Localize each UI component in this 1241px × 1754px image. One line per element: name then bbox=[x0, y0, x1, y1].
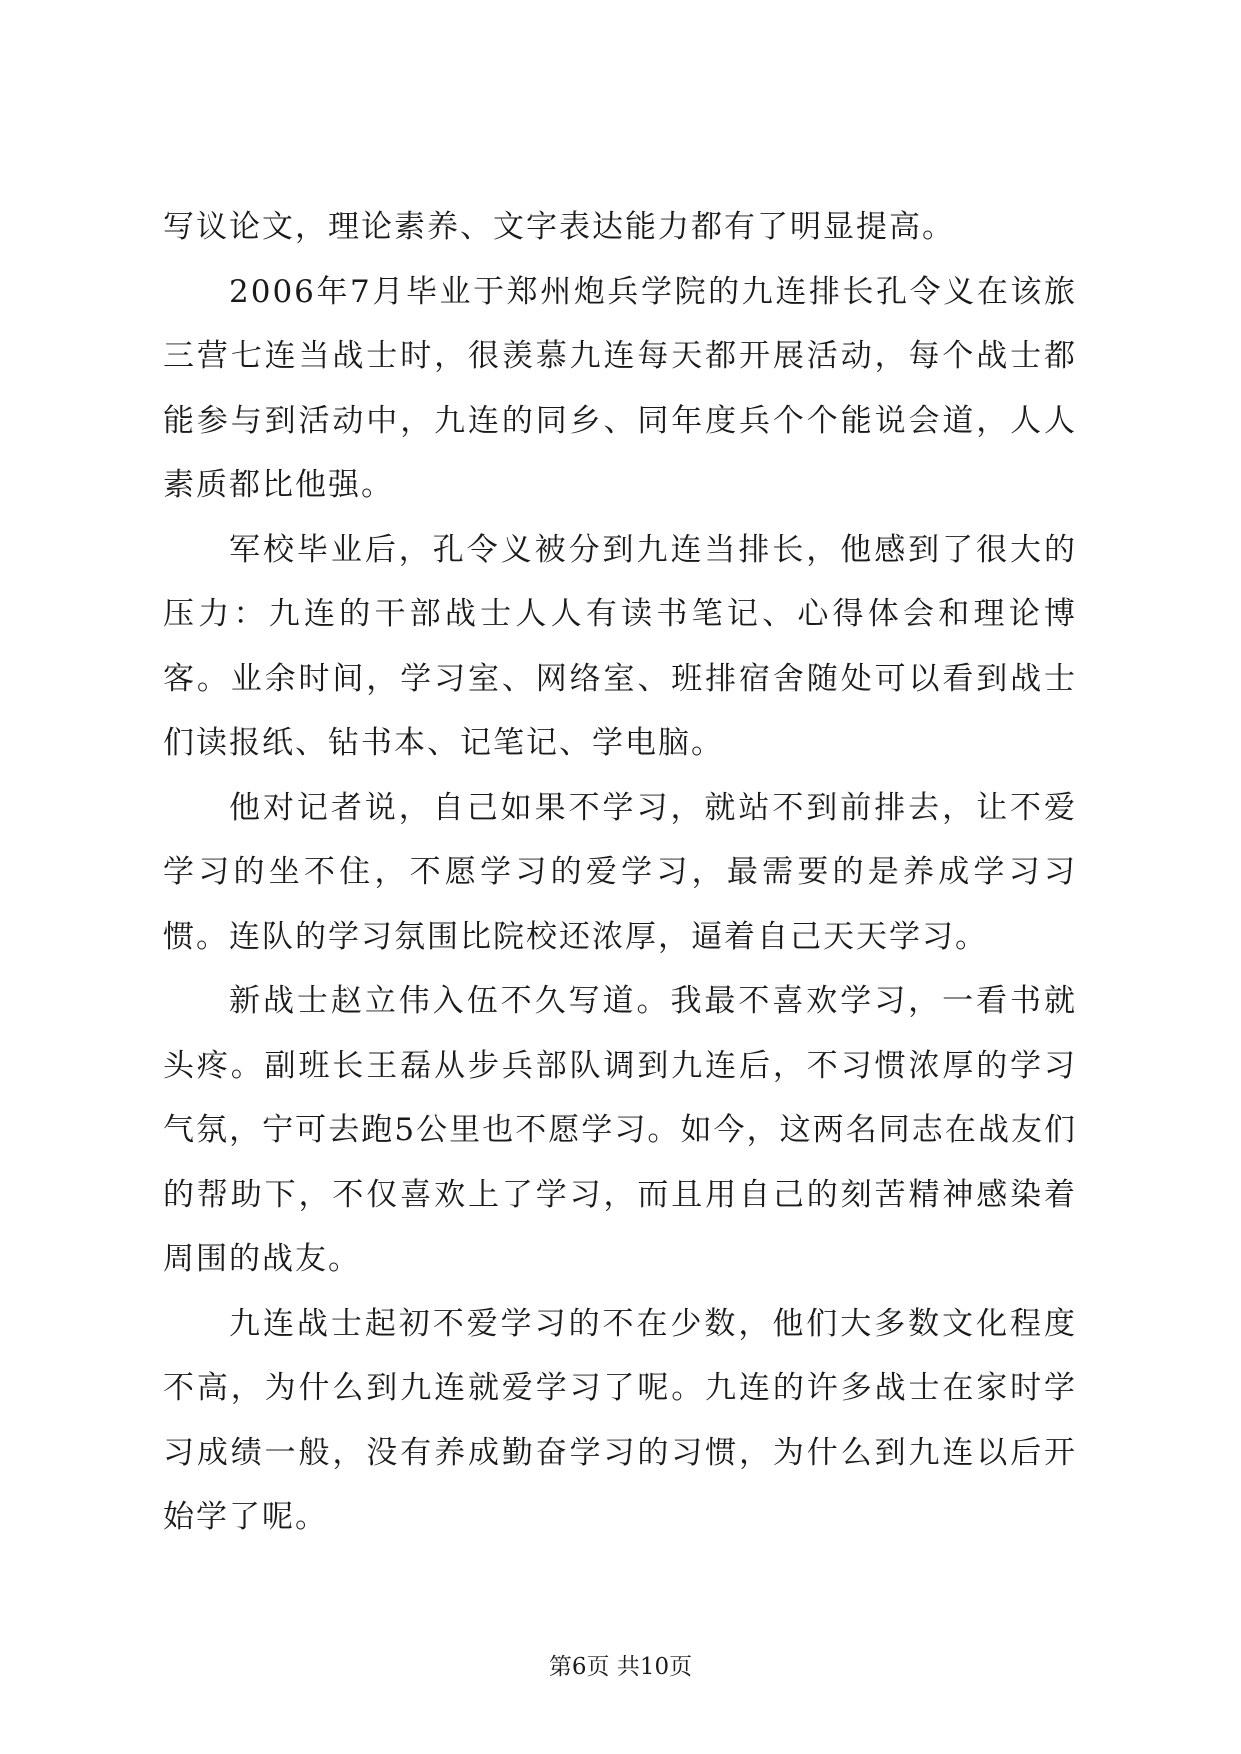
paragraph-continuation: 写议论文，理论素养、文字表达能力都有了明显提高。 bbox=[163, 209, 955, 245]
paragraph: 2006年7月毕业于郑州炮兵学院的九连排长孔令义在该旅三营七连当战士时，很羡慕九连每天都开展活动，每个战士都能参与到活动中，九连的同乡、同年度兵个个能说会道，人人素质都比他强。 bbox=[163, 273, 1077, 503]
document-body bbox=[163, 195, 1077, 1550]
paragraph: 新战士赵立伟入伍不久写道。我最不喜欢学习，一看书就头疼。副班长王磊从步兵部队调到九连后，不习惯浓厚的学习气氛，宁可去跑5公里也不愿学习。如今，这两名同志在战友们的帮助下，不仅喜欢上了学习，而且用自己的刻苦精神感染着周围的战友。 bbox=[163, 983, 1077, 1277]
page-number-footer: 第6页 共10页 bbox=[548, 1654, 693, 1680]
paragraph: 他对记者说，自己如果不学习，就站不到前排去，让不爱学习的坐不住，不愿学习的爱学习，最需要的是养成学习习惯。连队的学习氛围比院校还浓厚，逼着自己天天学习。 bbox=[163, 789, 1077, 955]
paragraph: 九连战士起初不爱学习的不在少数，他们大多数文化程度不高，为什么到九连就爱学习了呢。九连的许多战士在家时学习成绩一般，没有养成勤奋学习的习惯，为什么到九连以后开始学了呢。 bbox=[163, 1305, 1077, 1535]
paragraph: 军校毕业后，孔令义被分到九连当排长，他感到了很大的压力：九连的干部战士人人有读书笔记、心得体会和理论博客。业余时间，学习室、网络室、班排宿舍随处可以看到战士们读报纸、钻书本、记笔记、学电脑。 bbox=[163, 531, 1077, 761]
